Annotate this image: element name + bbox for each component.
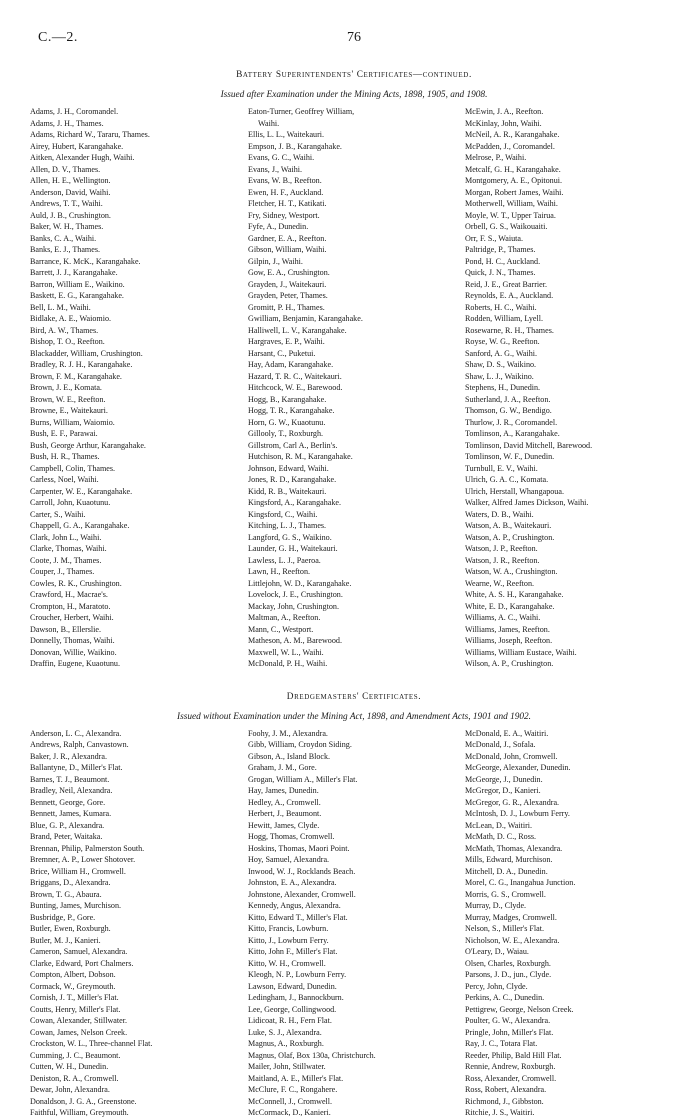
list-entry: McDonald, John, Cromwell. [465,751,558,761]
list-entry: Sanford, A. G., Waihi. [465,348,538,358]
list-entry: Gardner, E. A., Reefton. [248,233,327,243]
list-entry: Lawson, Edward, Dunedin. [248,981,337,991]
page-number: 76 [347,30,361,45]
list-entry: Hay, Adam, Karangahake. [248,360,334,369]
list-entry: Gillooly, T., Roxburgh. [248,429,324,438]
list-entry: Wilson, A. P., Crushington. [465,659,554,668]
list-entry: Gilpin, J., Waihi. [248,256,303,266]
list-entry: Pond, H. C., Auckland. [465,256,541,266]
list-entry: Morgan, Robert James, Waihi. [465,187,564,197]
list-entry: Butler, Ewen, Roxburgh. [30,924,111,933]
section-title-battery-superintendents: Battery Superintendents' Certificates—continued. [236,70,472,80]
list-entry: Allen, H. E., Wellington. [30,176,111,185]
list-entry: Auld, J. B., Crushington. [30,210,111,220]
list-entry: Rennie, Andrew, Roxburgh. [465,1062,556,1071]
list-entry: Hogg, Thomas, Cromwell. [248,832,335,841]
list-entry: Cowan, Alexander, Stillwater. [30,1016,128,1025]
list-entry: Montgomery, A. E., Opitonui. [465,176,563,185]
list-entry: Brand, Peter, Waitaka. [30,832,103,841]
list-entry: Lee, George, Collingwood. [248,1004,337,1014]
list-entry: Kitto, W. H., Cromwell. [248,958,326,968]
list-entry: Rodden, William, Lyell. [465,314,543,323]
list-entry: McGeorge, J., Dunedin. [465,774,543,784]
list-entry: Hutchison, R. M., Karangahake. [248,452,353,461]
list-entry: Stephens, H., Dunedin. [465,383,541,392]
list-entry: Hogg, B., Karangahake. [248,394,327,404]
list-entry: Andrews, T. T., Waihi. [30,199,103,208]
list-entry: Inwood, W. J., Rocklands Beach. [248,866,356,876]
list-entry: Maltman, A., Reefton. [248,613,321,622]
list-entry: Empson, J. B., Karangahake. [248,141,342,151]
list-entry: Bush, George Arthur, Karangahake. [30,440,146,450]
list-entry: Watson, J. P., Reefton. [465,544,538,553]
list-entry: Brennan, Philip, Palmerston South. [30,843,145,853]
list-entry: Perkins, A. C., Dunedin. [465,993,545,1002]
list-entry: Olsen, Charles, Roxburgh. [465,958,551,968]
list-entry: Donaldson, J. G. A., Greenstone. [30,1096,137,1106]
list-entry: Evans, G. C., Waihi. [248,153,315,162]
list-entry: Hogg, T. R., Karangahake. [248,406,335,415]
section-subtitle-battery-superintendents: Issued after Examination under the Mining Acts, 1898, 1905, and 1908. [220,90,488,100]
list-entry: Gillstrom, Carl A., Berlin's. [248,440,338,450]
list-entry: Matheson, A. M., Barewood. [248,636,342,645]
list-entry: McMath, Thomas, Alexandra. [465,843,563,853]
list-entry: Bird, A. W., Thames. [30,325,99,335]
list-entry: Carpenter, W. E., Karangahake. [30,486,133,496]
list-entry: Baker, W. H., Thames. [30,222,104,231]
list-entry: Barron, William E., Waikino. [30,279,125,289]
list-entry: Murray, D., Clyde. [465,901,527,910]
name-column-3 [465,106,678,670]
list-entry: Kennedy, Angus, Alexandra. [248,901,341,910]
list-entry: Coote, J. M., Thames. [30,555,102,565]
list-entry: McGeorge, Alexander, Dunedin. [465,763,571,772]
list-entry: Deniston, R. A., Cromwell. [30,1073,119,1083]
list-entry: Reeder, Philip, Bald Hill Flat. [465,1050,562,1060]
list-entry: Lovelock, J. E., Crushington. [248,590,343,599]
list-entry: Morris, G. S., Cromwell. [465,889,546,899]
list-entry: Jones, R. D., Karangahake. [248,475,337,484]
list-entry: Dewar, John, Alexandra. [30,1085,110,1094]
list-entry: Thurlow, J. R., Coromandel. [465,417,558,427]
list-entry: Paltridge, P., Thames. [465,245,536,254]
list-entry: McLean, D., Waitiri. [465,820,533,830]
list-entry: Cameron, Samuel, Alexandra. [30,947,128,956]
list-entry: Ray, J. C., Totara Flat. [465,1039,538,1048]
list-entry: Crompton, H., Maratoto. [30,601,111,611]
name-column-3 [465,728,678,1119]
list-entry: Hedley, A., Cromwell. [248,797,321,807]
list-entry: Nelson, S., Miller's Flat. [465,924,545,933]
list-entry: Herbert, J., Beaumont. [248,809,322,818]
list-entry: Cormack, W., Greymouth. [30,981,116,991]
list-entry: Lawless, L. J., Paeroa. [248,555,321,565]
list-entry: Gwilliam, Benjamin, Karangahake. [248,314,363,323]
list-entry: Bremner, A. P., Lower Shotover. [30,855,136,864]
list-entry: Hoy, Samuel, Alexandra. [248,855,330,864]
list-entry: Hewitt, James, Clyde. [248,820,320,830]
list-entry: Butler, M. J., Kanieri. [30,935,101,945]
list-entry: Ledingham, J., Bannockburn. [248,993,344,1002]
list-entry: Williams, James, Reefton. [465,624,550,634]
list-entry: Carter, S., Waihi. [30,509,86,519]
list-entry: Clarke, Edward, Port Chalmers. [30,958,134,968]
list-entry: Mann, C., Westport. [248,624,314,634]
list-entry: Evans, W. B., Reefton. [248,176,322,185]
list-entry: Browne, E., Waitekauri. [30,406,108,415]
list-entry: Percy, John, Clyde. [465,981,528,991]
list-entry: Bush, E. F., Parawai. [30,429,98,438]
list-entry: Bishop, T. O., Reefton. [30,337,105,346]
list-entry: Shaw, L. J., Waikino. [465,371,534,381]
list-entry: Fletcher, H. T., Katikati. [248,199,327,208]
list-entry: Ross, Alexander, Cromwell. [465,1073,557,1083]
list-entry: Baskett, E. G., Karangahake. [30,291,124,300]
list-entry: Couper, J., Thames. [30,567,95,576]
list-entry: Reynolds, E. A., Auckland. [465,291,554,300]
list-entry: Donovan, Willie, Waikino. [30,647,117,657]
name-column-2 [248,728,465,1119]
list-entry: Donnelly, Thomas, Waihi. [30,636,115,645]
list-entry: Mailer, John, Stillwater. [248,1062,326,1071]
list-entry: Williams, William Eustace, Waihi. [465,647,577,657]
list-entry: Parsons, J. D., jun., Clyde. [465,970,552,979]
list-entry: Bradley, Neil, Alexandra. [30,786,113,795]
list-entry: Bush, H. R., Thames. [30,452,100,461]
list-entry: Brown, W. E., Reefton. [30,394,106,404]
list-entry: Blue, G. P., Alexandra. [30,820,105,830]
list-entry: Foohy, J. M., Alexandra. [248,728,328,738]
list-entry: Ulrich, G. A. C., Komata. [465,475,549,484]
list-entry: Tomlinson, W. F., Dunedin. [465,452,555,461]
list-entry: Cutten, W. H., Dunedin. [30,1062,109,1071]
list-entry: Brown, T. G., Abaura. [30,889,102,899]
list-entry: Pettigrew, George, Nelson Creek. [465,1004,574,1014]
list-entry: Aitken, Alexander Hugh, Waihi. [30,153,135,162]
battery-superintendents-list [30,106,678,670]
list-entry: Crawford, H., Macrae's. [30,590,108,599]
list-entry: Carless, Noel, Waihi. [30,475,99,484]
page-header [30,26,678,56]
list-entry: Brown, F. M., Karangahake. [30,371,122,381]
list-entry: Carroll, John, Kuaotunu. [30,498,111,507]
list-entry: Hitchcock, W. E., Barewood. [248,383,343,392]
list-entry: Kitto, Edward T., Miller's Flat. [248,912,348,922]
list-entry: Adams, Richard W., Tararu, Thames. [30,130,150,139]
list-entry: Brice, William H., Cromwell. [30,866,126,876]
list-entry: Brown, J. E., Komata. [30,383,102,392]
list-entry: Kitto, J., Lowburn Ferry. [248,935,329,945]
list-entry: Quick, J. N., Thames. [465,268,536,277]
list-entry: Hargraves, E. P., Waihi. [248,337,325,346]
list-entry: Crockston, W. L., Three-channel Flat. [30,1039,153,1048]
list-entry: Clarke, Thomas, Waihi. [30,544,107,553]
list-entry: Clark, John L., Waihi. [30,532,102,542]
list-entry: Sutherland, J. A., Reefton. [465,394,551,404]
list-entry: Faithful, William, Greymouth. [30,1108,129,1117]
list-entry: Evans, J., Waihi. [248,164,303,174]
list-entry: Dawson, B., Ellerslie. [30,624,102,634]
list-entry: Coutts, Henry, Miller's Flat. [30,1004,121,1014]
list-entry: Hoskins, Thomas, Maori Point. [248,843,350,853]
list-entry: McIntosh, D. J., Lowburn Ferry. [465,809,570,818]
list-entry: Croucher, Herbert, Waihi. [30,613,114,622]
list-entry: Metcalf, G. H., Karangahake. [465,164,561,174]
list-entry: McGregor, G. R., Alexandra. [465,797,560,807]
list-entry: Anderson, David, Waihi. [30,187,111,197]
list-entry: Ross, Robert, Alexandra. [465,1085,547,1094]
list-entry: Turnbull, E. V., Waihi. [465,463,538,473]
list-entry: Cumming, J. C., Beaumont. [30,1050,121,1060]
list-entry: Lawn, H., Reefton. [248,567,311,576]
list-entry: McDonald, E. A., Waitiri. [465,728,549,738]
list-entry: Johnson, Edward, Waihi. [248,463,329,473]
list-entry: Luke, S. J., Alexandra. [248,1027,322,1037]
list-entry: Gibson, William, Waihi. [248,245,327,254]
list-entry: Bunting, James, Murchison. [30,901,122,910]
list-entry: Pringle, John, Miller's Flat. [465,1027,554,1037]
list-entry: Harsant, C., Puketui. [248,348,316,358]
list-entry: Halliwell, L. V., Karangahake. [248,325,347,335]
list-entry: Gow, E. A., Crushington. [248,268,330,277]
list-entry: Kitching, L. J., Thames. [248,521,327,530]
list-entry: Baker, J. R., Alexandra. [30,751,107,761]
list-entry: Royse, W. G., Reefton. [465,337,540,346]
list-entry: Morel, C. G., Inangahua Junction. [465,878,576,887]
list-entry: Grayden, J., Waitekauri. [248,279,327,289]
list-entry: Johnston, E. A., Alexandra. [248,878,337,887]
dredgemasters-list [30,728,678,1119]
document-reference: C.—2. [38,30,78,45]
list-entry: Grogan, William A., Miller's Flat. [248,774,358,784]
list-entry: Barrance, K. McK., Karangahake. [30,256,141,266]
list-entry: Lidicoat, R. H., Fern Flat. [248,1016,332,1025]
list-entry: Motherwell, William, Waihi. [465,199,558,208]
list-entry: Ewen, H. F., Auckland. [248,187,324,197]
list-entry: McConnell, J., Cromwell. [248,1096,333,1106]
list-entry: Ellis, L. L., Waitekauri. [248,130,325,139]
list-entry: McEwin, J. A., Reefton. [465,107,544,116]
list-entry: Maxwell, W. L., Waihi. [248,647,324,657]
list-entry: Watson, A. B., Waitekauri. [465,521,552,530]
list-entry: Tomlinson, A., Karangahake. [465,429,560,438]
list-entry: Thomson, G. W., Bendigo. [465,406,552,415]
list-entry: Busbridge, P., Gore. [30,912,96,922]
list-entry: Orbell, G. S., Waikouaiti. [465,222,548,231]
list-entry: Compton, Albert, Dobson. [30,970,116,979]
list-entry: Airey, Hubert, Karangahake. [30,141,124,151]
list-entry: Richmond, J., Gibbston. [465,1096,544,1106]
list-entry: McDonald, P. H., Waihi. [248,659,328,668]
list-entry: Blackadder, William, Crushington. [30,348,143,358]
list-entry: Banks, C. A., Waihi. [30,233,97,243]
list-entry: Waters, D. B., Waihi. [465,509,534,519]
list-entry: Maitland, A. E., Miller's Flat. [248,1073,344,1083]
list-entry: Orr, F. S., Waiuta. [465,233,524,243]
list-entry: Mitchell, D. A., Dunedin. [465,866,548,876]
list-entry: Poulter, G. W., Alexandra. [465,1016,551,1025]
list-entry: Kitto, John F., Miller's Flat. [248,947,338,956]
list-entry: Hay, James, Dunedin. [248,786,319,795]
list-entry: McCormack, D., Kanieri. [248,1108,331,1117]
list-entry: Adams, J. H., Coromandel. [30,107,119,116]
list-entry: Wearne, W., Reefton. [465,578,535,588]
list-entry: Murray, Madges, Cromwell. [465,912,557,922]
name-column-1 [30,728,248,1119]
list-entry: Gibb, William, Croydon Siding. [248,740,352,749]
list-entry: Fry, Sidney, Westport. [248,210,320,220]
list-entry: Kleogh, N. P., Lowburn Ferry. [248,970,347,979]
list-entry: Barrett, J. J., Karangahake. [30,268,118,277]
list-entry: Rosewarne, R. H., Thames. [465,325,554,335]
list-entry: Roberts, H. C., Waihi. [465,302,537,312]
list-entry: Littlejohn, W. D., Karangahake. [248,578,352,588]
list-entry: Hazard, T. R. C., Waitekauri. [248,371,342,381]
list-entry: Eaton-Turner, Geoffrey William, [248,107,355,116]
list-entry: Chappell, G. A., Karangahake. [30,521,130,530]
list-entry: Horn, G. W., Kuaotunu. [248,417,326,427]
list-entry: Ballantyne, D., Miller's Flat. [30,763,123,772]
list-entry: Williams, Joseph, Reefton. [465,636,553,645]
list-entry: Melrose, P., Waihi. [465,153,527,162]
list-entry: Watson, J. R., Reefton. [465,555,540,565]
list-entry: Draffin, Eugene, Kuaotunu. [30,659,120,668]
list-entry: McClure, F. C., Rongahere. [248,1085,338,1094]
list-entry: McGregor, D., Kanieri. [465,786,541,795]
list-entry: McDonald, J., Sofala. [465,740,536,749]
list-entry: O'Leary, D., Waiau. [465,947,529,956]
name-column-2 [248,106,465,670]
list-entry: Graham, J. M., Gore. [248,763,317,772]
list-entry: Williams, A. C., Waihi. [465,613,541,622]
list-entry: Fyfe, A., Dunedin. [248,222,309,231]
list-entry: Anderson, L. C., Alexandra. [30,728,122,738]
list-entry: Shaw, D. S., Waikino. [465,360,537,369]
list-entry: Grayden, Peter, Thames. [248,291,328,300]
list-entry: White, A. S. H., Karangahake. [465,590,564,599]
list-entry: Moyle, W. T., Upper Tairua. [465,210,556,220]
list-entry: Walker, Alfred James Dickson, Waihi. [465,498,589,507]
list-entry: Tomlinson, David Mitchell, Barewood. [465,440,593,450]
list-entry: Gromitt, P. H., Thames. [248,302,325,312]
list-entry: Cornish, J. T., Miller's Flat. [30,993,119,1002]
list-entry: Bradley, R. J. H., Karangahake. [30,360,133,369]
list-entry: Andrews, Ralph, Canvastown. [30,740,129,749]
list-entry: Reid, J. E., Great Barrier. [465,279,548,289]
list-entry: Kitto, Francis, Lowburn. [248,924,329,933]
list-entry: Watson, A. P., Crushington. [465,532,555,542]
list-entry: McPadden, J., Coromandel. [465,141,555,151]
list-entry: Allen, D. V., Thames. [30,164,101,174]
list-entry: Waihi. [258,118,280,128]
list-entry: Langford, G. S., Waikino. [248,532,332,542]
list-entry: Bennett, George, Gore. [30,797,106,807]
list-entry: Watson, W. A., Crushington. [465,567,558,576]
list-entry: Ritchie, J. S., Waitiri. [465,1108,535,1117]
list-entry: McKinlay, John, Waihi. [465,118,542,128]
list-entry: Bell, L. M., Waihi. [30,302,91,312]
list-entry: Kingsford, A., Karangahake. [248,498,342,507]
list-entry: Bidlake, A. E., Waiomio. [30,314,112,323]
list-entry: Kidd, R. B., Waitekauri. [248,486,327,496]
list-entry: Ulrich, Herstall, Whangapoua. [465,486,564,496]
list-entry: McMath, D. C., Ross. [465,832,537,841]
section-subtitle-dredgemasters: Issued without Examination under the Mining Act, 1898, and Amendment Acts, 1901 and 1902. [176,711,532,722]
list-entry: Adams, J. H., Thames. [30,118,104,128]
list-entry: Nicholson, W. E., Alexandra. [465,935,560,945]
list-entry: Cowles, R. K., Crushington. [30,578,122,588]
list-entry: Banks, E. J., Thames. [30,245,100,254]
list-entry: Johnstone, Alexander, Cromwell. [248,889,356,899]
list-entry: Mackay, John, Crushington. [248,601,339,611]
list-entry: Briggans, D., Alexandra. [30,878,111,887]
name-column-1 [30,106,248,670]
list-entry: Launder, G. H., Waitekauri. [248,544,338,553]
list-entry: Kingsford, C., Waihi. [248,509,318,519]
section-title-dredgemasters: Dredgemasters' Certificates. [286,691,422,702]
list-entry: Magnus, Olaf, Box 130a, Christchurch. [248,1050,376,1060]
list-entry: Campbell, Colin, Thames. [30,463,116,473]
list-entry: McNeil, A. R., Karangahake. [465,130,560,139]
list-entry: Gibson, A., Island Block. [248,751,331,761]
list-entry: Burns, William, Waiomio. [30,417,115,427]
list-entry: Magnus, A., Roxburgh. [248,1039,324,1048]
list-entry: Mills, Edward, Murchison. [465,855,553,864]
list-entry: Cowan, James, Nelson Creek. [30,1027,128,1037]
list-entry: Barnes, T. J., Beaumont. [30,774,110,784]
list-entry: White, E. D., Karangahake. [465,601,555,611]
list-entry: Bennett, James, Kumara. [30,809,112,818]
